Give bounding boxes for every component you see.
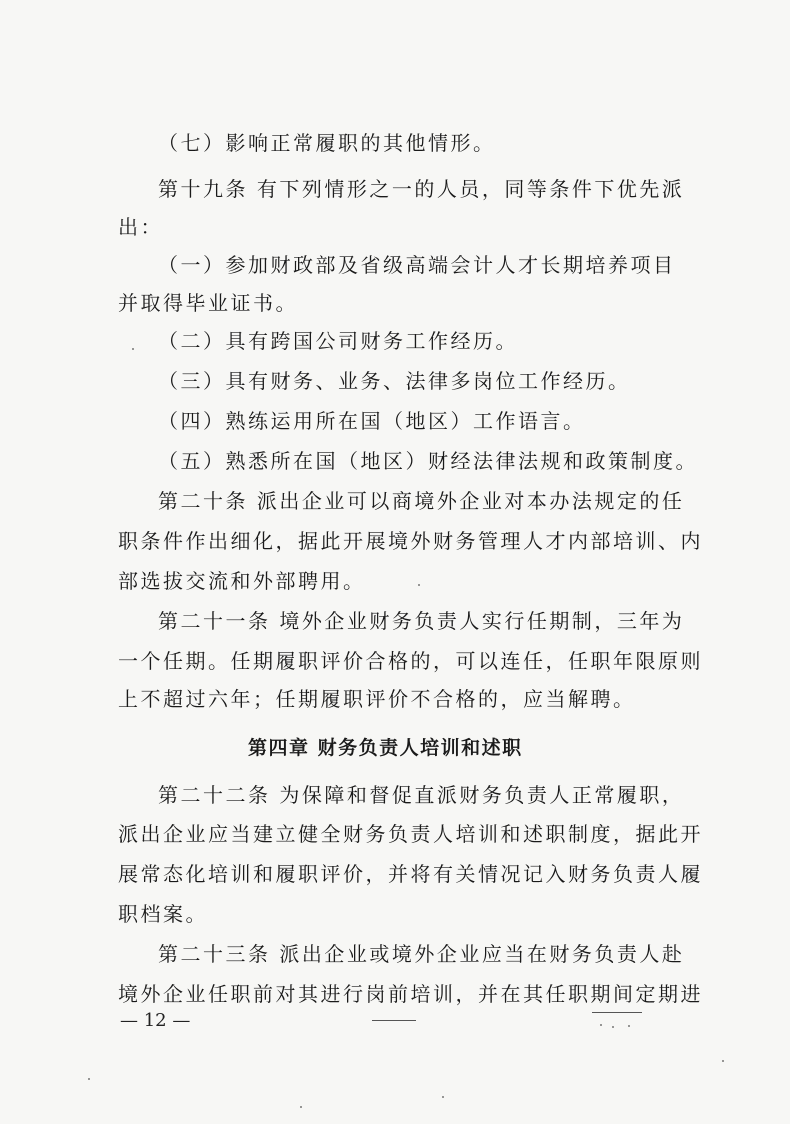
text-line: 职档案。 [118,902,208,926]
scan-artifact [442,1096,444,1098]
text-line: （一）参加财政部及省级高端会计人才长期培养项目 [158,253,676,277]
text-line: 展常态化培训和履职评价，并将有关情况记入财务负责人履 [118,862,703,886]
scan-artifact [88,1078,90,1080]
text-line: 第二十条 派出企业可以商境外企业对本办法规定的任 [158,489,685,513]
scan-artifact [300,1106,302,1108]
scan-artifact [628,1025,630,1027]
text-line: 第二十一条 境外企业财务负责人实行任期制，三年为 [158,609,685,633]
scan-artifact [592,1012,642,1013]
text-line: （五）熟悉所在国（地区）财经法律法规和政策制度。 [158,449,698,473]
scan-artifact [600,1024,602,1026]
text-line: 出： [118,215,163,239]
scan-artifact [132,348,134,350]
scan-artifact [722,1060,724,1062]
text-line: （七）影响正常履职的其他情形。 [158,131,496,155]
chapter-heading: 第四章 财务负责人培训和述职 [248,737,523,759]
text-line: （三）具有财务、业务、法律多岗位工作经历。 [158,369,631,393]
scan-artifact [418,584,420,586]
text-line: 第二十三条 派出企业或境外企业应当在财务负责人赴 [158,942,685,966]
text-line: 派出企业应当建立健全财务负责人培训和述职制度，据此开 [118,822,703,846]
text-line: 部选拔交流和外部聘用。 [118,569,366,593]
text-line: 并取得毕业证书。 [118,291,298,315]
text-line: 第十九条 有下列情形之一的人员，同等条件下优先派 [158,177,685,201]
scan-artifact [372,1020,416,1021]
page-number: — 12 — [120,1010,191,1031]
text-line: （二）具有跨国公司财务工作经历。 [158,329,518,353]
scan-artifact [612,1026,614,1028]
text-line: 职条件作出细化，据此开展境外财务管理人才内部培训、内 [118,529,703,553]
text-line: 境外企业任职前对其进行岗前培训，并在其任职期间定期进 [118,982,703,1006]
text-line: 上不超过六年；任期履职评价不合格的，应当解聘。 [118,687,636,711]
text-line: 一个任期。任期履职评价合格的，可以连任，任职年限原则 [118,649,703,673]
text-line: （四）熟练运用所在国（地区）工作语言。 [158,409,586,433]
text-line: 第二十二条 为保障和督促直派财务负责人正常履职， [158,783,685,807]
